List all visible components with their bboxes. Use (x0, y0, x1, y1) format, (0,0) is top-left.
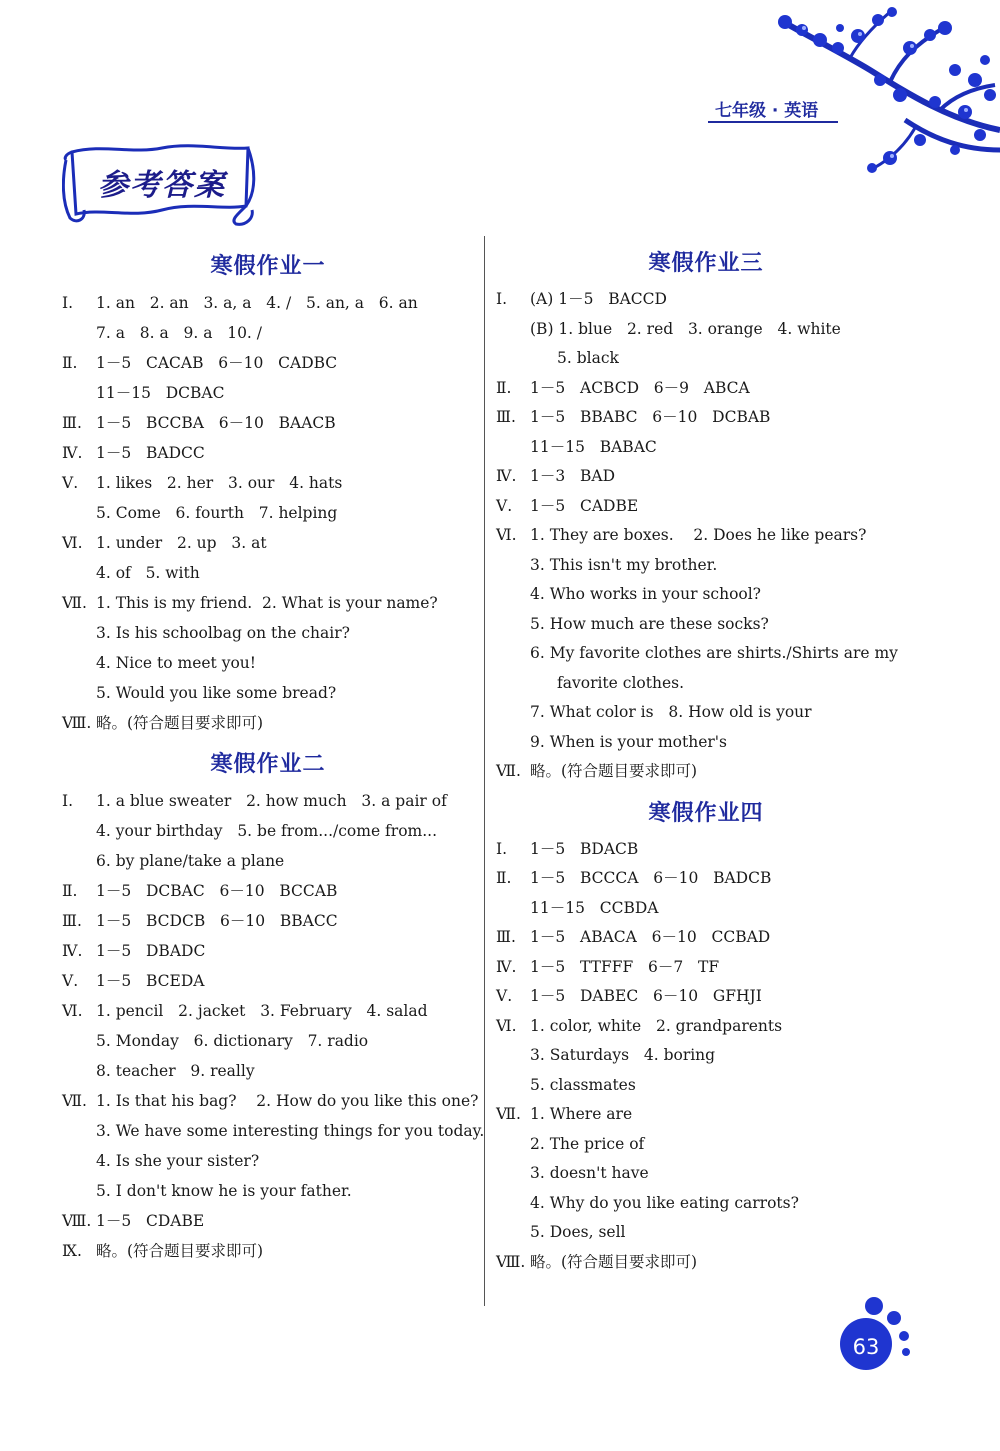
page-number: 63 (852, 1335, 880, 1359)
answer-key-banner-title: 参考答案 (98, 168, 226, 203)
answer-line: Ⅱ. 1－5 ACBCD 6－9 ABCA (496, 378, 750, 397)
answer-line: Ⅳ. 1－5 TTFFF 6－7 TF (496, 957, 720, 976)
answer-line: favorite clothes. (557, 673, 684, 692)
answer-line: 6. My favorite clothes are shirts./Shirts are my (530, 644, 898, 662)
answer-line: 11－15 BABAC (530, 437, 657, 456)
answer-line: Ⅶ. 1. Is that his bag? 2. How do you like this one? (62, 1092, 479, 1110)
section-title: 寒假作业一 (210, 254, 326, 279)
answer-line: 3. Is his schoolbag on the chair? (96, 624, 350, 642)
answer-line: Ⅶ. 1. This is my friend. 2. What is your name? (62, 594, 438, 612)
answer-line: Ⅱ. 1－5 BCCCA 6－10 BADCB (496, 869, 772, 887)
answer-line: 5. Come 6. fourth 7. helping (96, 504, 338, 522)
answer-line: Ⅳ. 1－5 DBADC (62, 942, 206, 960)
answer-line: Ⅰ. 1－5 BDACB (496, 839, 639, 858)
section-title: 寒假作业三 (648, 251, 764, 276)
answer-line: Ⅱ. 1－5 CACAB 6－10 CADBC (62, 354, 338, 372)
answer-line: Ⅶ. 略。(符合题目要求即可) (496, 762, 698, 780)
answer-line: Ⅵ. 1. They are boxes. 2. Does he like pears? (496, 526, 867, 544)
answer-line: 5. black (557, 349, 619, 367)
answer-line: Ⅴ. 1－5 DABEC 6－10 GFHJI (496, 987, 762, 1005)
answer-line: 5. Monday 6. dictionary 7. radio (96, 1032, 369, 1050)
answer-line: 4. of 5. with (96, 564, 200, 582)
answer-line: Ⅰ. (A) 1－5 BACCD (496, 290, 667, 308)
answer-line: Ⅵ. 1. under 2. up 3. at (62, 534, 267, 552)
subject-label: 七年级 · 英语 (715, 101, 819, 121)
answer-line: 3. Saturdays 4. boring (530, 1046, 716, 1064)
answer-line: 4. Nice to meet you! (96, 654, 257, 672)
answer-line: 5. Would you like some bread? (96, 684, 337, 702)
answer-line: Ⅵ. 1. pencil 2. jacket 3. February 4. salad (62, 1002, 428, 1020)
answer-line: 5. Does, sell (530, 1223, 626, 1241)
answer-line: Ⅷ. 1－5 CDABE (62, 1212, 205, 1230)
answer-line: Ⅶ. 1. Where are (496, 1105, 633, 1123)
answer-line: Ⅴ. 1. likes 2. her 3. our 4. hats (62, 474, 343, 492)
answer-line: 5. classmates (530, 1075, 636, 1094)
header-rule (708, 121, 838, 123)
answer-line: Ⅳ. 1－3 BAD (496, 467, 616, 485)
answer-line: 8. teacher 9. really (96, 1062, 255, 1080)
left-column (62, 248, 485, 1266)
answer-line: (B) 1. blue 2. red 3. orange 4. white (530, 319, 841, 338)
answer-line: 7. What color is 8. How old is your (530, 703, 812, 721)
answer-line: Ⅲ. 1－5 BCDCB 6－10 BBACC (62, 912, 338, 930)
answer-line: Ⅲ. 1－5 ABACA 6－10 CCBAD (496, 928, 771, 946)
answer-line: 3. doesn't have (530, 1164, 649, 1182)
answer-line: Ⅴ. 1－5 BCEDA (62, 972, 205, 990)
section-title: 寒假作业四 (648, 800, 764, 826)
answer-line: 4. Who works in your school? (530, 585, 761, 603)
answer-line: Ⅷ. 略。(符合题目要求即可) (62, 714, 264, 732)
answer-line: 11－15 DCBAC (96, 384, 225, 402)
answer-line: 3. This isn't my brother. (530, 555, 718, 574)
answer-line: 5. I don't know he is your father. (96, 1182, 352, 1200)
section-title: 寒假作业二 (210, 752, 326, 777)
answer-line: 9. When is your mother's (530, 732, 727, 751)
right-column (496, 245, 916, 1277)
answer-line: 2. The price of (530, 1134, 645, 1153)
answer-line: Ⅲ. 1－5 BBABC 6－10 DCBAB (496, 408, 771, 426)
plum-blossom-branch-illustration (740, 0, 1000, 190)
answer-line: 4. Is she your sister? (96, 1152, 260, 1170)
answer-line: 5. How much are these socks? (530, 614, 769, 633)
answer-line: Ⅷ. 略。(符合题目要求即可) (496, 1252, 698, 1271)
answer-line: Ⅰ. 1. an 2. an 3. a, a 4. / 5. an, a 6. an (62, 294, 418, 312)
answer-line: 4. Why do you like eating carrots? (530, 1193, 799, 1212)
answer-line: Ⅰ. 1. a blue sweater 2. how much 3. a pair of (62, 792, 447, 810)
answer-line: 3. We have some interesting things for you today. (96, 1122, 485, 1140)
answer-line: 11－15 CCBDA (530, 898, 659, 917)
answer-line: 4. your birthday 5. be from.../come from... (96, 822, 438, 840)
answer-line: Ⅵ. 1. color, white 2. grandparents (496, 1016, 783, 1035)
answer-line: Ⅴ. 1－5 CADBE (496, 496, 639, 515)
answer-line: Ⅸ. 略。(符合题目要求即可) (62, 1242, 264, 1260)
answer-line: 6. by plane/take a plane (96, 852, 285, 870)
answer-line: 7. a 8. a 9. a 10. / (96, 324, 263, 342)
answer-line: Ⅳ. 1－5 BADCC (62, 444, 205, 462)
answer-line: Ⅲ. 1－5 BCCBA 6－10 BAACB (62, 414, 336, 432)
answer-line: Ⅱ. 1－5 DCBAC 6－10 BCCAB (62, 882, 338, 900)
